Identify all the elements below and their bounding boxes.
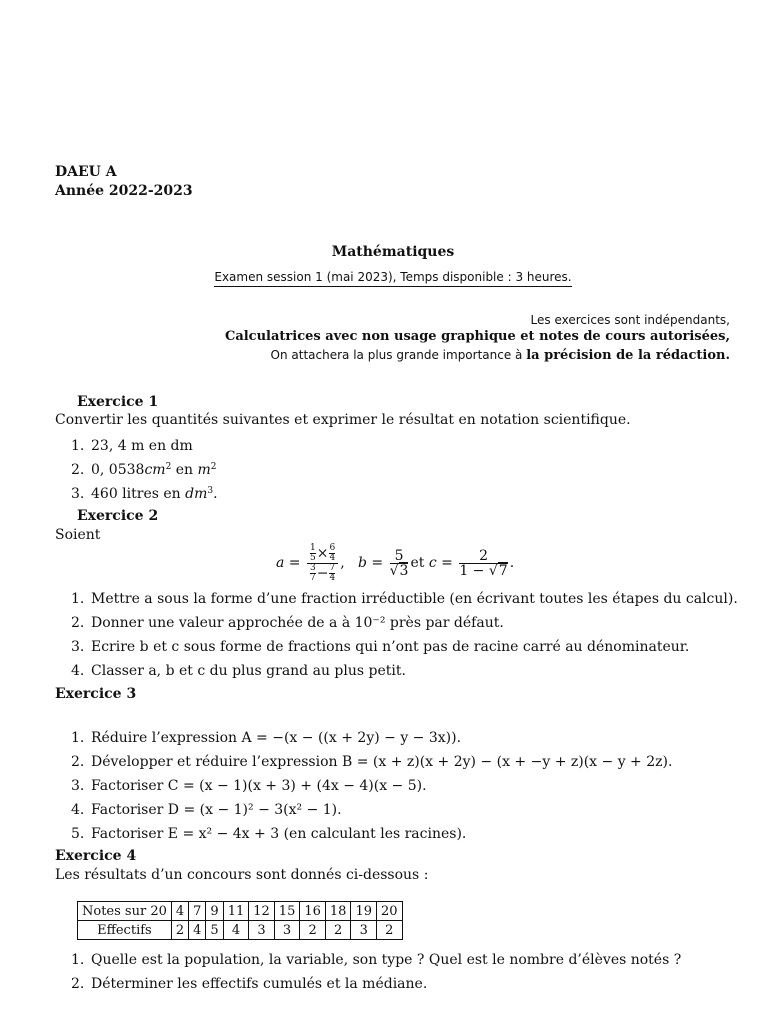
fraction-c: $\frac{2}{1 - √7}$ bbox=[459, 547, 508, 579]
table-cell: 20 bbox=[376, 902, 402, 921]
table-row bbox=[78, 902, 403, 921]
table-cell: 2 bbox=[300, 921, 326, 940]
table-cell: 2 bbox=[325, 921, 351, 940]
table-cell: 3 bbox=[274, 921, 300, 940]
exercise-3-list bbox=[55, 726, 672, 846]
session-line-wrap bbox=[0, 270, 768, 284]
table-cell: 3 bbox=[351, 921, 377, 940]
table-row bbox=[78, 921, 403, 940]
table-cell: 2 bbox=[171, 921, 188, 940]
table-cell: 7 bbox=[189, 902, 206, 921]
instruction-precision: On attachera la plus grande importance à la précision de la rédaction. bbox=[270, 348, 730, 363]
fraction-a: $\frac{1}{5}$ × $\frac{6}{4}$ $\frac{3}{7}$ − $\frac{7}{4}$ bbox=[307, 544, 338, 583]
exercise-1-intro: Convertir les quantités suivantes et exprimer le résultat en notation scientifique. bbox=[55, 412, 631, 428]
list-item: 4. Factoriser D = (x − 1)² − 3(x² − 1). bbox=[71, 802, 342, 818]
table-cell: 3 bbox=[249, 921, 275, 940]
session-line: Examen session 1 (mai 2023), Temps disponible : 3 heures. bbox=[214, 270, 571, 287]
exercise-1-list bbox=[55, 434, 218, 506]
table-cell: 4 bbox=[189, 921, 206, 940]
list-item: 4. Classer a, b et c du plus grand au plus petit. bbox=[71, 663, 406, 679]
formula-abc: a = $\frac{1}{5}$ × $\frac{6}{4}$ $\frac{3}{7}$ − $\frac{7}{4}$ , b = $\frac{5}{√3}$ et c = $\frac{2}{1 - √7}$ . bbox=[276, 542, 515, 583]
table-header-cell: Notes sur 20 bbox=[78, 902, 172, 921]
table-cell: 15 bbox=[274, 902, 300, 921]
list-item: 1. Réduire l’expression A = −(x − ((x + 2y) − y − 3x)). bbox=[71, 730, 462, 746]
exercise-4-list bbox=[55, 948, 681, 996]
list-item: 3. Factoriser C = (x − 1)(x + 3) + (4x − 4)(x − 5). bbox=[71, 778, 427, 794]
list-item: 3. 460 litres en $dm^3$. bbox=[71, 486, 218, 502]
table-cell: 16 bbox=[300, 902, 326, 921]
exercise-1-title: Exercice 1 bbox=[77, 394, 159, 410]
list-item: 1. 23, 4 m en dm bbox=[71, 438, 193, 454]
list-item: 2. 0, $0538cm^2$ en $m^2$ bbox=[71, 462, 217, 478]
table-cell: 5 bbox=[206, 921, 223, 940]
list-item: 1. Mettre a sous la forme d’une fraction irréductible (en écrivant toutes les étapes du calcul). bbox=[71, 591, 738, 607]
table-cell: 2 bbox=[376, 921, 402, 940]
fraction-b: $\frac{5}{√3}$ bbox=[389, 547, 409, 579]
list-item: 2. Donner une valeur approchée de a à 10⁻² près par défaut. bbox=[71, 615, 504, 631]
subject-title: Mathématiques bbox=[331, 244, 455, 260]
table-cell: 19 bbox=[351, 902, 377, 921]
instruction-calculators: Calculatrices avec non usage graphique et notes de cours autorisées, bbox=[224, 329, 730, 344]
exercise-2-list bbox=[55, 587, 738, 683]
list-item: 5. Factoriser E = x² − 4x + 3 (en calculant les racines). bbox=[71, 826, 467, 842]
exercise-4-title: Exercice 4 bbox=[55, 848, 137, 864]
list-item: 3. Ecrire b et c sous forme de fractions qui n’ont pas de racine carré au dénominateur. bbox=[71, 639, 690, 655]
results-table bbox=[77, 901, 403, 940]
academic-year: Année 2022-2023 bbox=[55, 183, 193, 199]
exercise-3-title: Exercice 3 bbox=[55, 686, 137, 702]
table-cell: 4 bbox=[223, 921, 249, 940]
exercise-2-title: Exercice 2 bbox=[77, 508, 159, 524]
course-title: DAEU A bbox=[55, 164, 117, 180]
table-cell: 4 bbox=[171, 902, 188, 921]
exercise-2-intro: Soient bbox=[55, 527, 101, 543]
table-cell: 12 bbox=[249, 902, 275, 921]
table-cell: 18 bbox=[325, 902, 351, 921]
list-item: 2. Développer et réduire l’expression B = (x + z)(x + 2y) − (x + −y + z)(x − y + 2z). bbox=[71, 754, 673, 770]
list-item: 2. Déterminer les effectifs cumulés et la médiane. bbox=[71, 976, 428, 992]
list-item: 1. Quelle est la population, la variable, son type ? Quel est le nombre d’élèves notés ? bbox=[71, 952, 682, 968]
table-header-cell: Effectifs bbox=[78, 921, 172, 940]
instruction-independent: Les exercices sont indépendants, bbox=[530, 313, 730, 327]
exercise-4-intro: Les résultats d’un concours sont donnés ci-dessous : bbox=[55, 867, 429, 883]
table-cell: 11 bbox=[223, 902, 249, 921]
table-cell: 9 bbox=[206, 902, 223, 921]
